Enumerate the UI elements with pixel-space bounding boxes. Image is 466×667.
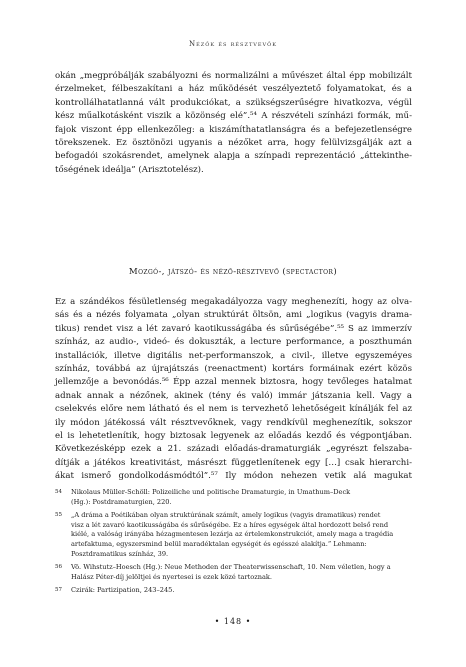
footnote-number: 57 [55, 587, 62, 594]
text-line: tikus) rendet visz a lét zavaró kaotikusságába és sűrűségébe”.⁵⁵ S az immerzív [55, 323, 412, 334]
text-line: kontrollálhatatlanná vált produkciókat, a szükségszerűségre hivatkozva, végül [55, 97, 412, 108]
text-line: tőségének ideálja” (Arisztotelész). [55, 164, 204, 175]
running-head: Nézők és résztvevők [189, 40, 277, 48]
footnote-line: Vö. Wihstutz–Hoesch (Hg.): Neue Methoden der Theaterwissenschaft, 10. Nem véletlen, hogy a [71, 563, 391, 572]
section-heading: Mozgó-, játszó- és néző-résztvevő (spectactor) [128, 267, 338, 277]
text-line: installációk, illetve digitális net-performanszok, a civil-, illetve egyszeméyes [55, 350, 412, 361]
text-line: kész műalkotásként viszik a közönség elé”.⁵⁴ A részvételi színházi formák, mű- [55, 111, 412, 122]
footnote-number: 55 [55, 512, 62, 519]
text-line: színház, az audio-, videó- és dokuszták, a lecture performance, a poszthumán [55, 337, 412, 348]
footnote-line: Posztdramatikus színház, 39. [71, 549, 169, 558]
footnote-line: artefaktuma, egyszersmind belül maradéktalan egységét és egésszé alakítja.” Lehmann: [71, 539, 367, 548]
footnote [55, 563, 412, 582]
footnote-line: Czirák: Partizipation, 243–245. [71, 586, 175, 595]
text-line: dítják a játékos kreativitást, másrészt függetlenítenek egy […] csak hierarchi- [55, 457, 412, 468]
text-line: Ez a szándékos fésületlenség megakadályozza vagy meghenezíti, hogy az olva- [55, 297, 412, 307]
page-number: • 148 • [214, 617, 252, 626]
footnote-line: Halász Péter-díj jelöltjei és nyertesei is ezek közé tartoznak. [71, 572, 272, 581]
text-line: okán „megpróbálják szabályozni és normalizálni a művészet által épp mobilizált [55, 71, 412, 81]
text-line: színház, továbbá az újrajátszás (reenactment) kortárs formáinak ezért közös [55, 364, 412, 375]
text-line: adnak annak a nézőnek, akinek (tény és való) immár játszania kell. Vagy a [55, 390, 412, 401]
footnote [55, 488, 412, 507]
text-line: törekszenek. Ez ösztönözi ugyanis a nézőket arra, hogy felülvizsgálják azt a [55, 138, 412, 149]
text-line: el is lehetetlenítik, hogy biztosak legyenek az előadás kezdő és végpontjában. [55, 431, 412, 442]
text-line: sás és a nézés folyamata „olyan struktúrát öltsön, ami „logikus (vagyis drama- [55, 310, 412, 321]
text-line: fajok viszont épp ellenkezőleg: a kiszámíthatatlanságra és a befejezetlenségre [55, 124, 412, 135]
footnote-line: Nikolaus Müller-Schöll: Polizeiliche und politische Dramaturgie, in Umathum–Deck [71, 488, 351, 496]
footnote-line: visz a lét zavaró kaotikusságába és sűrűségébe. Ez a híres egységek által hordozott belső rend [71, 520, 389, 529]
footnotes [55, 488, 412, 596]
text-line: érzelmeket, félbeszakítani a ház működését veszélyeztető folyamatokat, és a [55, 84, 412, 95]
text-line: ily módon játékossá vált résztvevőknek, vagy rendkívül meghenezítik, sokszor [55, 417, 412, 428]
text-line: befogadói szokásrendet, amelynek alapja a színpadi reprezentáció „áttekinthe- [55, 151, 412, 162]
footnote-line: „A dráma a Poétikában olyan struktúrának számít, amely logikus (vagyis dramatikus) rendet [71, 511, 381, 520]
paragraph-1 [55, 70, 412, 177]
footnote-number: 56 [55, 564, 62, 571]
footnote-line: kiélé, a valóság irányába hézagmentesen lezárja az értelemkonstrukciót, amely maga a tragédia [71, 530, 394, 539]
footnote [55, 511, 412, 559]
text-line: ákat ismerő gondolkodásmódtól”.⁵⁷ Ily módon nehezen vetik alá magukat [55, 471, 412, 482]
text-line: jellemzője a bevonódás.⁵⁶ Épp azzal mennek biztosra, hogy tevőleges hatalmat [55, 377, 412, 388]
text-line: Következésképp ezek a 21. századi előadás-dramaturgiák „egyrészt felszaba- [55, 444, 412, 455]
footnote-number: 54 [55, 489, 62, 495]
footnote [55, 586, 412, 596]
paragraph-2 [55, 296, 412, 484]
footnote-line: (Hg.): Postdramaturgien, 220. [71, 497, 172, 506]
text-line: cselekvés előre nem látható és el nem is tervezhető lehetőségeit kínálják fel az [55, 404, 412, 415]
